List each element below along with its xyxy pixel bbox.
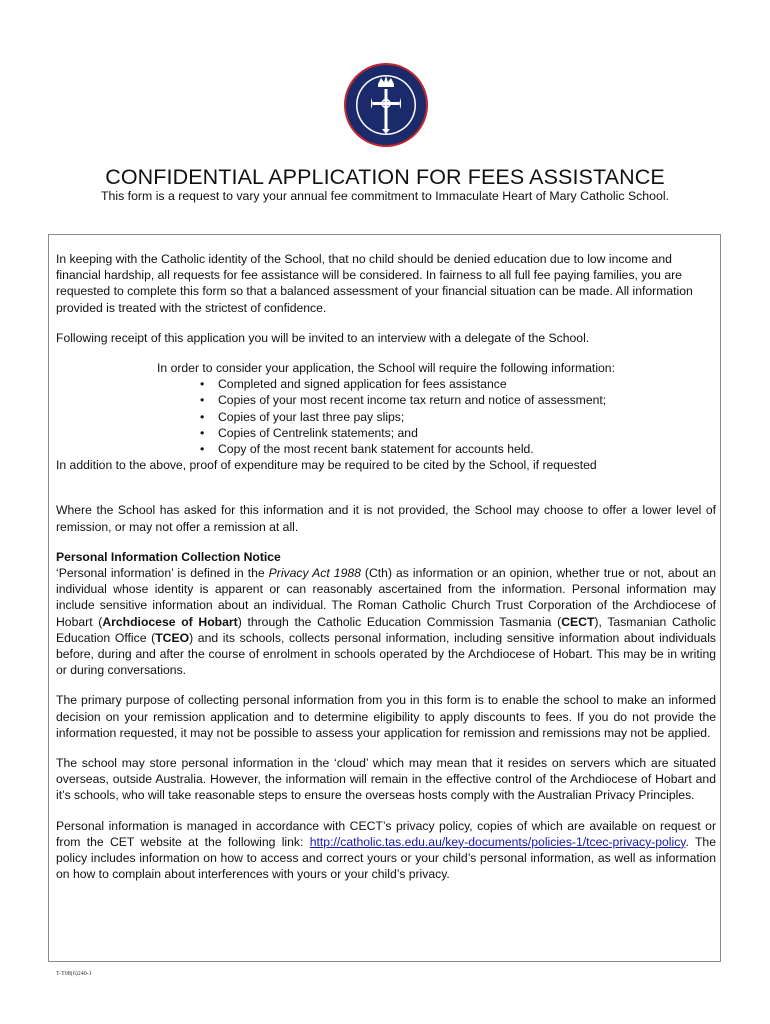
requirements-list — [56, 376, 716, 457]
list-item: • Copies of your most recent income tax return and notice of assessment; — [56, 392, 716, 408]
pic-paragraph-2: The primary purpose of collecting personal information from you in this form is to enable the school to make an informed decision on your remission application and to determine eligibility to apply discounts to fees. If you do not provide the information requested, it may not be possible to assess your application for remission and remissions may not be applied. — [56, 693, 716, 740]
page-title: CONFIDENTIAL APPLICATION FOR FEES ASSISTANCE — [105, 165, 665, 189]
list-item: • Completed and signed application for fees assistance — [56, 376, 716, 392]
pic-heading: Personal Information Collection Notice — [56, 549, 281, 564]
pic-paragraph-3: The school may store personal information in the ‘cloud’ which may mean that it resides on servers which are situated overseas, outside Australia. However, the information will remain in the effective control of the Archdiocese of Hobart and it’s schools, who will take reasonable steps to ensure the overseas hosts comply with the Australian Privacy Principles. — [56, 756, 716, 803]
requirements-intro: In order to consider your application, the School will require the following information: — [157, 361, 615, 376]
list-item: • Copy of the most recent bank statement for accounts held. — [56, 441, 716, 457]
pic-paragraph-1: ‘Personal information’ is defined in the Privacy Act 1988 (Cth) as information or an opinion, whether true or not, about an individual whose identity is apparent or can reasonably ascertained from the information. Personal information may include sensitive information about an individual. The Roman Catholic Church Trust Corporation of the Archdiocese of Hobart (Archdiocese of Hobart) through the Catholic Education Commission Tasmania (CECT), Tasmanian Catholic Education Office (TCEO) and its schools, collects personal information, including sensitive information about individuals before, during and after the course of enrolment in schools operated by the Archdiocese of Hobart. This may be in writing or during conversations. — [56, 566, 717, 678]
form-code: T-T08(6)240-1 — [56, 971, 92, 977]
privacy-act-title: Privacy Act 1988 — [268, 566, 361, 581]
page-subtitle: This form is a request to vary your annual fee commitment to Immaculate Heart of Mary Catholic School. — [101, 189, 669, 203]
crest-icon — [343, 62, 429, 148]
intro-paragraph: In keeping with the Catholic identity of the School, that no child should be denied education due to low income and financial hardship, all requests for fee assistance will be considered. In fairness to all full fee paying families, you are requested to complete this form so that a balanced assessment of your financial situation can be made. All information provided is treated with the strictest of confidence. — [56, 252, 693, 315]
school-crest-logo — [343, 62, 429, 148]
expenditure-paragraph: In addition to the above, proof of expenditure may be required to be cited by the School, if requested — [56, 458, 597, 473]
pic-paragraph-4: Personal information is managed in accordance with CECT’s privacy policy, copies of which are available on request or from the CET website at the following link: http://catholic.tas.edu.au/key-documents/policies-1/tcec-privacy-policy. The policy includes information on how to access and correct yours or your child’s personal information, as well as information on how to complain about interferences with yours or your child’s privacy. — [56, 818, 716, 882]
remission-paragraph: Where the School has asked for this information and it is not provided, the School may choose to offer a lower level of remission, or may not offer a remission at all. — [56, 503, 716, 534]
privacy-policy-link[interactable]: http://catholic.tas.edu.au/key-documents/policies-1/tcec-privacy-policy — [309, 834, 686, 849]
list-item: • Copies of your last three pay slips; — [56, 409, 716, 425]
list-item: • Copies of Centrelink statements; and — [56, 425, 716, 441]
interview-paragraph: Following receipt of this application you will be invited to an interview with a delegate of the School. — [56, 330, 590, 345]
info-panel — [56, 251, 716, 883]
